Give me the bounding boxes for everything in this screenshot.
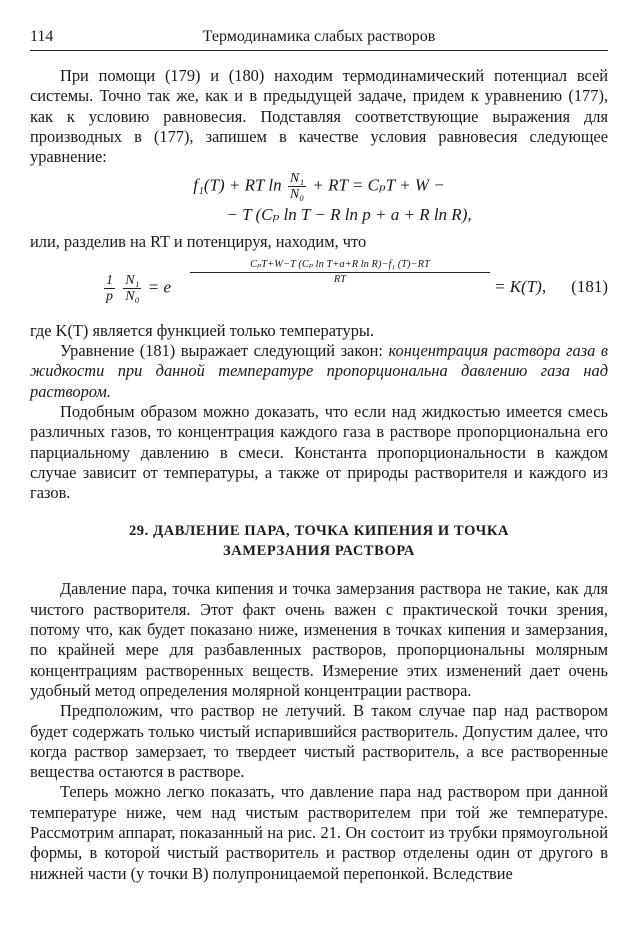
page-header	[30, 26, 608, 51]
paragraph-8: Теперь можно легко показать, что давление пара над раствором при данной температуре ниже, чем над чистым растворителем при той же температуре. Рассмотрим аппарат, показанный на рис. 21. Он состоит из трубки прямоугольной формы, в которой чистый растворитель и раствор отделены один от другого в нижней части (у точки B) полупроницаемой перепонкой. Вследствие	[30, 782, 608, 883]
exponent-fraction	[190, 259, 490, 286]
law-statement: концентрация раствора газа в жидкости при данной температуре пропорциональна давлению газа над раствором.	[30, 341, 608, 401]
section-heading-line-1: 29. ДАВЛЕНИЕ ПАРА, ТОЧКА КИПЕНИЯ И ТОЧКА	[128, 523, 510, 540]
running-title: Термодинамика слабых растворов	[202, 28, 436, 45]
equation-line-2: − T (Cₚ ln T − R ln p + a + R ln R),	[226, 205, 472, 225]
equation-181-lhs	[102, 273, 171, 304]
fraction-numerator: 1	[106, 272, 113, 288]
fraction-1-p	[104, 273, 115, 304]
equation-line-1-left: f₁(T) + RT ln	[193, 175, 282, 195]
page-number: 114	[30, 28, 54, 45]
paragraph-6: Давление пара, точка кипения и точка замерзания раствора не такие, как для чистого растворителя. Этот факт очень важен с практической точки зрения, потому что, как будет показано ниже, изменения в точках кипения и замерзания, по крайней мере для разбавленных растворов, пропорциональны молярным концентрациям растворенных веществ. Измерение этих изменений дает очень удобный метод определения молярной концентрации раствора.	[30, 579, 608, 700]
page-body	[30, 66, 608, 884]
equation-number: (181)	[571, 276, 608, 296]
section-heading-line-2: ЗАМЕРЗАНИЯ РАСТВОРА	[222, 543, 415, 560]
equation-181	[30, 255, 608, 319]
equation-line-1-right: + RT = CₚT + W −	[312, 175, 445, 195]
paragraph-5: Подобным образом можно доказать, что если над жидкостью имеется смесь различных газов, то концентрация каждого газа в растворе пропорциональна его парциальному давлению в смеси. Константа пропорциональности в каждом случае зависит от температуры, а также от природы растворителя и каждого из газов.	[30, 401, 608, 503]
fraction-denominator: N₀	[289, 187, 305, 203]
equation-condition	[30, 171, 608, 228]
paragraph-1: При помощи (179) и (180) находим термодинамический потенциал всей системы. Точно так же, как и в предыдущей задаче, придем к уравнению (177), как к условию равновесия. Подставляя соответствующие выражения для производных в (177), запишем в качестве условия равновесия следующее уравнение:	[30, 66, 608, 167]
section-heading	[30, 521, 608, 561]
paragraph-3: где K(T) является функцией только температуры.	[30, 320, 374, 340]
fraction-denominator: p	[106, 288, 113, 304]
paragraph-4	[30, 341, 608, 402]
fraction-denominator: N₀	[125, 288, 140, 304]
fraction-n1-n0-181	[123, 273, 141, 304]
fraction-numerator: N₁	[289, 171, 305, 187]
fraction-numerator: N₁	[125, 272, 140, 288]
exponent-denominator: RT	[333, 273, 347, 285]
paragraph-7: Предположим, что раствор не летучий. В таком случае пар над раствором будет содержать только чистый испарившийся растворитель. Допустим далее, что когда раствор замерзает, то твердеет чистый растворитель, а все растворенные вещества остаются в растворе.	[30, 701, 608, 782]
fraction-n1-n0	[288, 171, 306, 202]
exponent-numerator: CₚT+W−T (Cₚ ln T+a+R ln R)−f₁ (T)−RT	[190, 259, 490, 273]
equation-line-1	[30, 171, 608, 202]
equation-181-rhs: = K(T),	[494, 276, 547, 296]
law-intro: Уравнение (181) выражает следующий закон:	[60, 341, 389, 361]
paragraph-2: или, разделив на RT и потенцируя, находим, что	[30, 232, 367, 252]
equals-e: = e	[147, 277, 171, 297]
